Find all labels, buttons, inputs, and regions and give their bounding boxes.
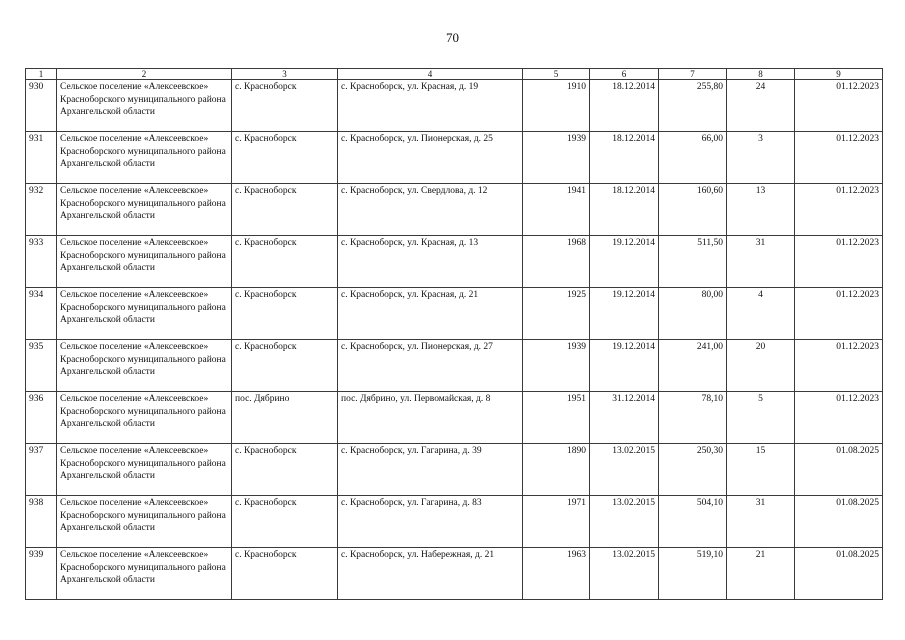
row-number: 935 <box>26 340 57 392</box>
table-header <box>26 69 883 80</box>
area-cell: 519,10 <box>659 548 727 600</box>
residents-cell: 20 <box>727 340 795 392</box>
settlement-cell: Сельское поселение «Алексеевское» Красноборского муниципального района Архангельской области <box>57 132 232 184</box>
settlement-cell: Сельское поселение «Алексеевское» Красноборского муниципального района Архангельской области <box>57 548 232 600</box>
column-header-3: 3 <box>232 69 338 80</box>
address-cell: с. Красноборск, ул. Гагарина, д. 39 <box>338 444 523 496</box>
column-header-4: 4 <box>338 69 523 80</box>
registry-table <box>25 68 883 600</box>
row-number: 932 <box>26 184 57 236</box>
residents-cell: 3 <box>727 132 795 184</box>
locality-cell: с. Красноборск <box>232 80 338 132</box>
year-cell: 1939 <box>523 340 590 392</box>
year-cell: 1951 <box>523 392 590 444</box>
table-row <box>26 496 883 548</box>
address-cell: с. Красноборск, ул. Красная, д. 19 <box>338 80 523 132</box>
year-cell: 1963 <box>523 548 590 600</box>
locality-cell: с. Красноборск <box>232 548 338 600</box>
settlement-cell: Сельское поселение «Алексеевское» Красноборского муниципального района Архангельской области <box>57 80 232 132</box>
area-cell: 504,10 <box>659 496 727 548</box>
row-number: 937 <box>26 444 57 496</box>
column-header-2: 2 <box>57 69 232 80</box>
settlement-cell: Сельское поселение «Алексеевское» Красноборского муниципального района Архангельской области <box>57 392 232 444</box>
locality-cell: с. Красноборск <box>232 184 338 236</box>
row-number: 939 <box>26 548 57 600</box>
settlement-cell: Сельское поселение «Алексеевское» Красноборского муниципального района Архангельской области <box>57 288 232 340</box>
residents-cell: 31 <box>727 496 795 548</box>
deadline-cell: 01.12.2023 <box>795 236 883 288</box>
table-row <box>26 184 883 236</box>
area-cell: 255,80 <box>659 80 727 132</box>
date-cell: 31.12.2014 <box>590 392 659 444</box>
header-row <box>26 69 883 80</box>
address-cell: с. Красноборск, ул. Пионерская, д. 25 <box>338 132 523 184</box>
locality-cell: с. Красноборск <box>232 496 338 548</box>
deadline-cell: 01.08.2025 <box>795 496 883 548</box>
settlement-cell: Сельское поселение «Алексеевское» Красноборского муниципального района Архангельской области <box>57 496 232 548</box>
date-cell: 19.12.2014 <box>590 288 659 340</box>
year-cell: 1910 <box>523 80 590 132</box>
address-cell: с. Красноборск, ул. Красная, д. 21 <box>338 288 523 340</box>
table-row <box>26 444 883 496</box>
address-cell: с. Красноборск, ул. Свердлова, д. 12 <box>338 184 523 236</box>
date-cell: 18.12.2014 <box>590 80 659 132</box>
locality-cell: с. Красноборск <box>232 444 338 496</box>
table-row <box>26 340 883 392</box>
area-cell: 511,50 <box>659 236 727 288</box>
residents-cell: 5 <box>727 392 795 444</box>
residents-cell: 24 <box>727 80 795 132</box>
locality-cell: с. Красноборск <box>232 236 338 288</box>
column-header-8: 8 <box>727 69 795 80</box>
residents-cell: 4 <box>727 288 795 340</box>
deadline-cell: 01.12.2023 <box>795 132 883 184</box>
row-number: 934 <box>26 288 57 340</box>
column-header-6: 6 <box>590 69 659 80</box>
date-cell: 19.12.2014 <box>590 340 659 392</box>
row-number: 936 <box>26 392 57 444</box>
locality-cell: пос. Дябрино <box>232 392 338 444</box>
deadline-cell: 01.12.2023 <box>795 340 883 392</box>
table-row <box>26 80 883 132</box>
table-row <box>26 548 883 600</box>
date-cell: 18.12.2014 <box>590 132 659 184</box>
residents-cell: 13 <box>727 184 795 236</box>
table-row <box>26 288 883 340</box>
locality-cell: с. Красноборск <box>232 340 338 392</box>
column-header-7: 7 <box>659 69 727 80</box>
date-cell: 13.02.2015 <box>590 496 659 548</box>
address-cell: с. Красноборск, ул. Гагарина, д. 83 <box>338 496 523 548</box>
date-cell: 13.02.2015 <box>590 444 659 496</box>
row-number: 938 <box>26 496 57 548</box>
deadline-cell: 01.12.2023 <box>795 392 883 444</box>
year-cell: 1890 <box>523 444 590 496</box>
residents-cell: 31 <box>727 236 795 288</box>
table-row <box>26 236 883 288</box>
settlement-cell: Сельское поселение «Алексеевское» Красноборского муниципального района Архангельской области <box>57 444 232 496</box>
address-cell: с. Красноборск, ул. Набережная, д. 21 <box>338 548 523 600</box>
area-cell: 160,60 <box>659 184 727 236</box>
settlement-cell: Сельское поселение «Алексеевское» Красноборского муниципального района Архангельской области <box>57 184 232 236</box>
table-row <box>26 132 883 184</box>
row-number: 931 <box>26 132 57 184</box>
settlement-cell: Сельское поселение «Алексеевское» Красноборского муниципального района Архангельской области <box>57 340 232 392</box>
year-cell: 1939 <box>523 132 590 184</box>
settlement-cell: Сельское поселение «Алексеевское» Красноборского муниципального района Архангельской области <box>57 236 232 288</box>
column-header-9: 9 <box>795 69 883 80</box>
address-cell: пос. Дябрино, ул. Первомайская, д. 8 <box>338 392 523 444</box>
deadline-cell: 01.12.2023 <box>795 184 883 236</box>
year-cell: 1941 <box>523 184 590 236</box>
row-number: 933 <box>26 236 57 288</box>
residents-cell: 15 <box>727 444 795 496</box>
area-cell: 80,00 <box>659 288 727 340</box>
deadline-cell: 01.12.2023 <box>795 288 883 340</box>
row-number: 930 <box>26 80 57 132</box>
column-header-1: 1 <box>26 69 57 80</box>
address-cell: с. Красноборск, ул. Красная, д. 13 <box>338 236 523 288</box>
address-cell: с. Красноборск, ул. Пионерская, д. 27 <box>338 340 523 392</box>
year-cell: 1968 <box>523 236 590 288</box>
table-row <box>26 392 883 444</box>
table-body <box>26 80 883 600</box>
locality-cell: с. Красноборск <box>232 288 338 340</box>
area-cell: 250,30 <box>659 444 727 496</box>
date-cell: 13.02.2015 <box>590 548 659 600</box>
area-cell: 241,00 <box>659 340 727 392</box>
year-cell: 1971 <box>523 496 590 548</box>
residents-cell: 21 <box>727 548 795 600</box>
date-cell: 19.12.2014 <box>590 236 659 288</box>
locality-cell: с. Красноборск <box>232 132 338 184</box>
year-cell: 1925 <box>523 288 590 340</box>
deadline-cell: 01.12.2023 <box>795 80 883 132</box>
date-cell: 18.12.2014 <box>590 184 659 236</box>
deadline-cell: 01.08.2025 <box>795 548 883 600</box>
column-header-5: 5 <box>523 69 590 80</box>
deadline-cell: 01.08.2025 <box>795 444 883 496</box>
area-cell: 78,10 <box>659 392 727 444</box>
area-cell: 66,00 <box>659 132 727 184</box>
page-number: 70 <box>446 30 459 45</box>
